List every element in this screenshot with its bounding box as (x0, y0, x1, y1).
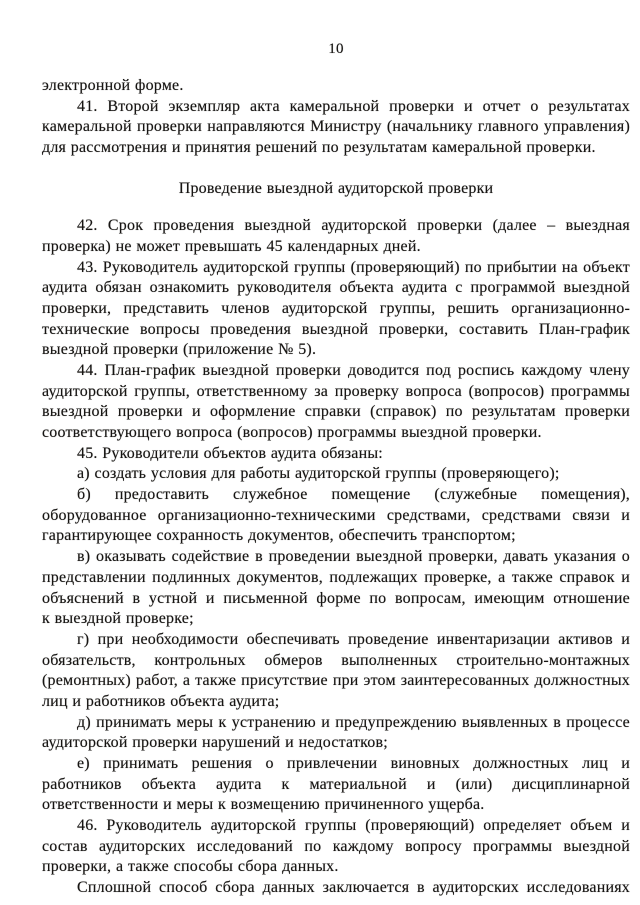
para-45-g (42, 630, 630, 713)
para-45 (42, 444, 630, 465)
text-line: лиц и работников объекта аудита; (42, 692, 280, 710)
para-45-a (42, 464, 630, 485)
text-line: Сплошной способ сбора данных заключается в аудиторских исследованиях (77, 879, 630, 897)
text-line: 42. Срок проведения выездной аудиторской проверки (далее – выездная (77, 217, 630, 235)
text-line: гарантирующее сохранность документов, обеспечить транспортом; (42, 527, 516, 545)
para-43 (42, 258, 630, 361)
text-line: для рассмотрения и принятия решений по результатам камеральной проверки. (42, 139, 596, 157)
para-sploshnoy (42, 878, 630, 899)
document-body (42, 76, 630, 899)
text-line: д) принимать меры к устранению и предупреждению выявленных в процессе (77, 713, 630, 731)
text-line: а) создать условия для работы аудиторской группы (проверяющего); (77, 465, 560, 483)
para-continuation (42, 76, 630, 97)
para-46 (42, 816, 630, 878)
text-line: соответствующего вопроса (вопросов) программы выездной проверки. (42, 424, 542, 441)
text-line: (ремонтных) работ, а также присутствие при этом заинтересованных должностных (42, 672, 630, 690)
section-heading: Проведение выездной аудиторской проверки (178, 180, 494, 198)
text-line: 45. Руководители объектов аудита обязаны: (77, 444, 383, 462)
text-line: в) оказывать содействие в проведении выездной проверки, давать указания о (77, 548, 630, 566)
para-41 (42, 97, 630, 159)
page-number: 10 (328, 41, 344, 57)
text-line: 41. Второй экземпляр акта камеральной проверки и отчет о результатах (77, 97, 630, 115)
text-line: ответственности и меры к возмещению причиненного ущерба. (42, 796, 485, 814)
text-line: аудиторской группы, ответственному за проверку вопроса (вопросов) программы (42, 382, 630, 400)
text-line: выездной проверки (приложение № 5). (42, 341, 317, 359)
para-42 (42, 216, 630, 257)
para-45-d (42, 713, 630, 754)
text-line: е) принимать решения о привлечении виновных должностных лиц и (77, 755, 630, 772)
text-line: объяснений в устной и письменной форме по вопросам, имеющим отношение (42, 589, 630, 607)
text-line: 43. Руководитель аудиторской группы (проверяющий) по прибытии на объект (77, 258, 630, 276)
text-line: состав аудиторских исследований по каждому вопросу программы выездной (42, 837, 630, 855)
text-line: аудиторской проверки нарушений и недостатков; (42, 734, 388, 752)
para-44 (42, 361, 630, 444)
text-line: к выездной проверке; (42, 610, 194, 628)
text-line: проверка) не может превышать 45 календарных дней. (42, 237, 421, 255)
text-line: камеральной проверки направляются Министру (начальнику главного управления) (42, 118, 630, 136)
text-line: электронной форме. (42, 77, 184, 94)
text-line: б) предоставить служебное помещение (служебные помещения), (77, 486, 630, 504)
text-line: 44. План-график выездной проверки доводится под роспись каждому члену (77, 361, 630, 379)
text-line: технические вопросы проведения выездной проверки, составить План-график (42, 320, 630, 338)
text-line: проверки, представить членов аудиторской группы, решить организационно- (42, 299, 630, 317)
text-line: представлении подлинных документов, подлежащих проверке, а также справок и (42, 568, 630, 586)
text-line: оборудованное организационно-техническими средствами, средствами связи и (42, 506, 630, 524)
text-line: г) при необходимости обеспечивать проведение инвентаризации активов и (77, 630, 630, 648)
para-45-e (42, 754, 630, 816)
text-line: обязательств, контрольных обмеров выполненных строительно-монтажных (42, 651, 630, 669)
text-line: проверки, а также способы сбора данных. (42, 858, 339, 876)
para-45-b (42, 485, 630, 547)
text-line: работников объекта аудита к материальной и (или) дисциплинарной (42, 775, 630, 793)
para-45-v (42, 547, 630, 630)
text-line: 46. Руководитель аудиторской группы (проверяющий) определяет объем и (77, 817, 630, 835)
text-line: аудита обязан ознакомить руководителя объекта аудита с программой выездной (42, 279, 630, 297)
text-line: выездной проверки и оформление справки (справок) по результатам проверки (42, 403, 630, 421)
